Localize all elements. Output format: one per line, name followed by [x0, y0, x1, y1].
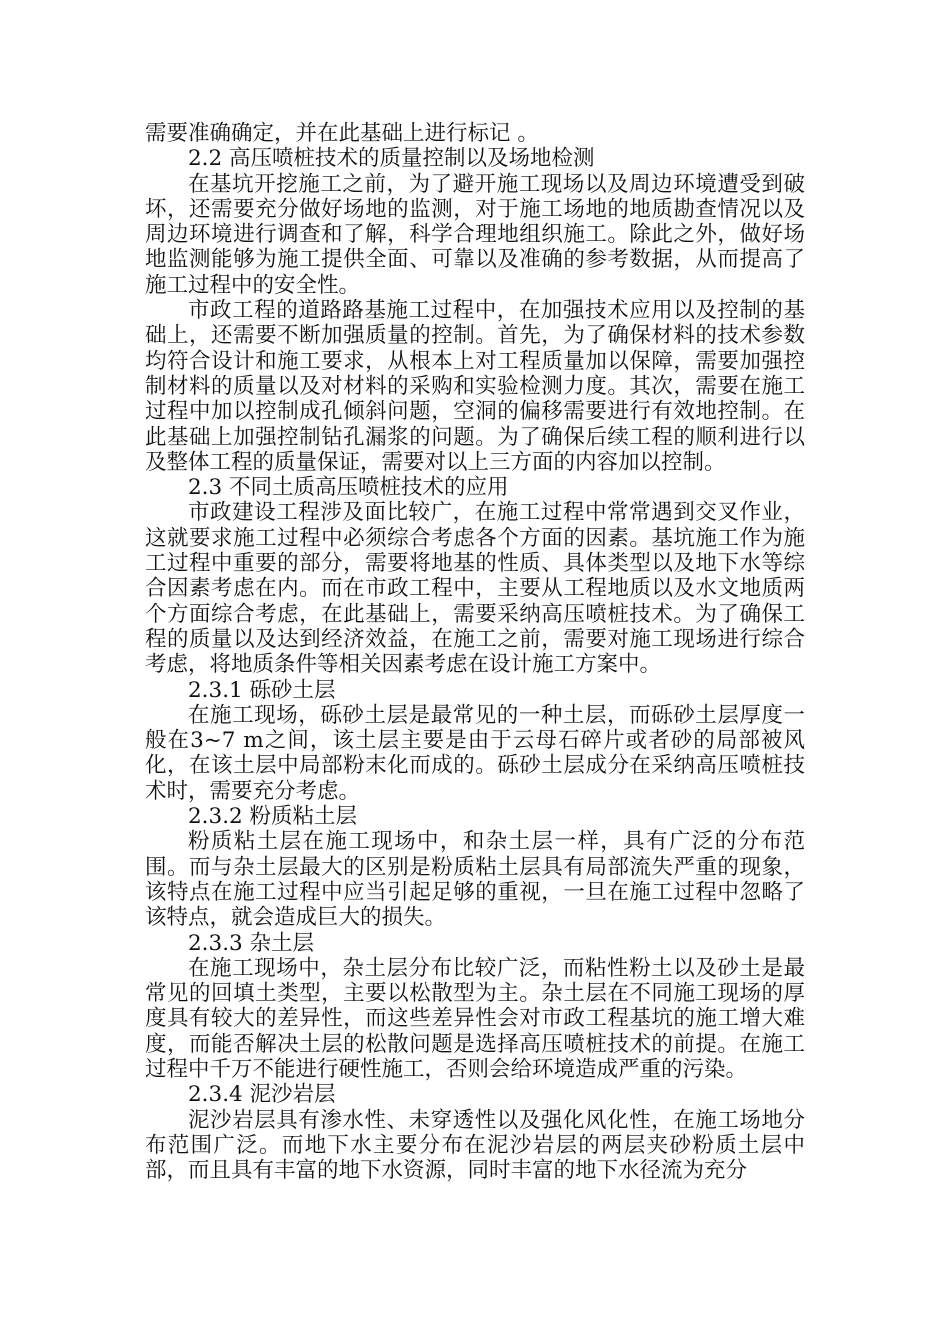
paragraph-quality-control: 市政工程的道路路基施工过程中，在加强技术应用以及控制的基础上，还需要不断加强质量的控制。首先，为了确保材料的技术参数均符合设计和施工要求，从根本上对工程质量加以保障，需要加强控制材料的质量以及对材料的采购和实验检测力度。其次，需要在施工过程中加以控制成孔倾斜问题，空洞的偏移需要进行有效地控制。在此基础上加强控制钻孔漏浆的问题。为了确保后续工程的顺利进行以及整体工程的质量保证，需要对以上三方面的内容加以控制。 [145, 298, 805, 475]
paragraph-intro-tail: 需要准确确定，并在此基础上进行标记 。 [145, 121, 539, 146]
section-heading-2-3-3: 2.3.3 杂土层 [188, 930, 315, 956]
paragraph-silty-clay: 粉质粘土层在施工现场中，和杂土层一样，具有广泛的分布范围。而与杂土层最大的区别是粉质粘土层具有局部流失严重的现象，该特点在施工过程中应当引起足够的重视，一旦在施工过程中忽略了该特点，就会造成巨大的损失。 [145, 829, 805, 931]
section-heading-2-3-2: 2.3.2 粉质粘土层 [188, 804, 358, 830]
paragraph-soil-application: 市政建设工程涉及面比较广，在施工过程中常常遇到交叉作业，这就要求施工过程中必须综合考虑各个方面的因素。基坑施工作为施工过程中重要的部分，需要将地基的性质、具体类型以及地下水等综合因素考虑在内。而在市政工程中，主要从工程地质以及水文地质两个方面综合考虑，在此基础上，需要采纳高压喷桩技术。为了确保工程的质量以及达到经济效益，在施工之前，需要对施工现场进行综合考虑，将地质条件等相关因素考虑在设计施工方案中。 [145, 500, 805, 678]
paragraph-gravel-sand: 在施工现场，砾砂土层是最常见的一种土层，而砾砂土层厚度一般在3~7 m之间，该土层主要是由于云母石碎片或者砂的局部被风化，在该土层中局部粉末化而成的。砾砂土层成分在采纳高压喷桩技术时，需要充分考虑。 [145, 702, 805, 804]
section-heading-2-2: 2.2 高压喷桩技术的质量控制以及场地检测 [188, 146, 595, 172]
document-body [145, 121, 805, 1183]
section-heading-2-3: 2.3 不同土质高压喷桩技术的应用 [188, 475, 509, 501]
paragraph-miscellaneous-fill: 在施工现场中，杂土层分布比较广泛，而粘性粉土以及砂土是最常见的回填土类型，主要以松散型为主。杂土层在不同施工现场的厚度具有较大的差异性，而这些差异性会对市政工程基坑的施工增大难度，而能否解决土层的松散问题是选择高压喷桩技术的前提。在施工过程中千万不能进行硬性施工，否则会给环境造成严重的污染。 [145, 955, 805, 1082]
paragraph-mudstone: 泥沙岩层具有渗水性、未穿透性以及强化风化性，在施工场地分布范围广泛。而地下水主要分布在泥沙岩层的两层夹砂粉质土层中部，而且具有丰富的地下水资源，同时丰富的地下水径流为充分 [145, 1107, 805, 1184]
section-heading-2-3-1: 2.3.1 砾砂土层 [188, 677, 336, 703]
paragraph-site-monitoring: 在基坑开挖施工之前，为了避开施工现场以及周边环境遭受到破坏，还需要充分做好场地的监测，对于施工场地的地质勘查情况以及周边环境进行调查和了解，科学合理地组织施工。除此之外，做好场地监测能够为施工提供全面、可靠以及准确的参考数据，从而提高了施工过程中的安全性。 [145, 171, 805, 298]
section-heading-2-3-4: 2.3.4 泥沙岩层 [188, 1082, 336, 1108]
